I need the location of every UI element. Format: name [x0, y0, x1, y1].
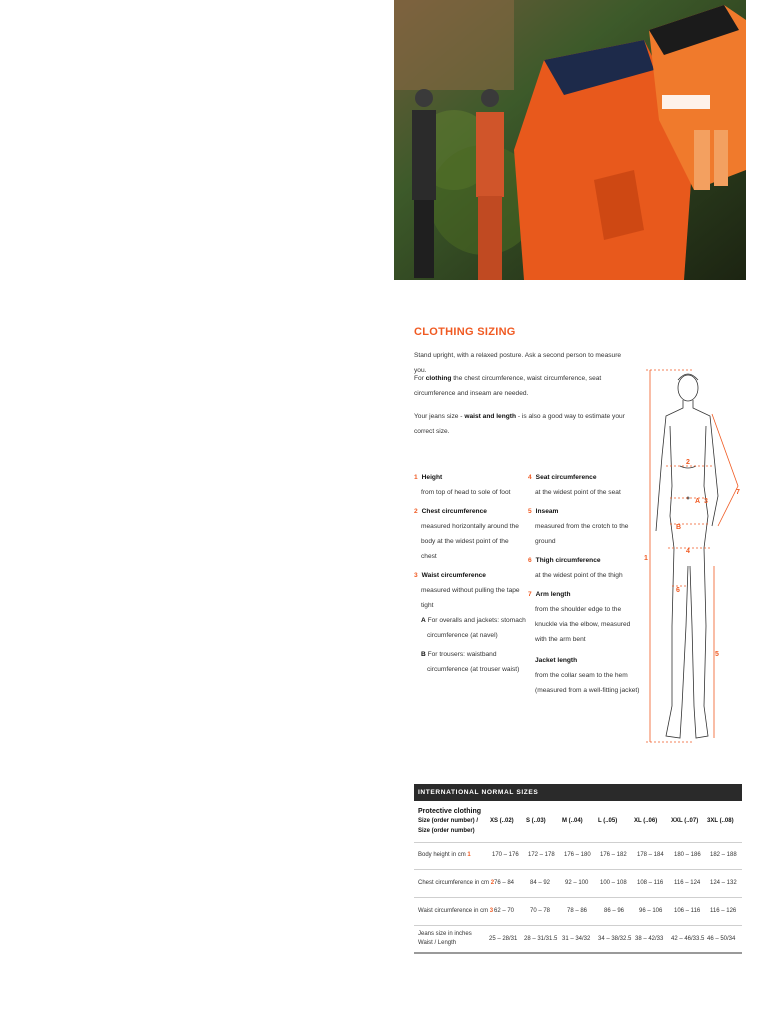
table-divider [414, 897, 742, 898]
row-body-height-xl: 178 – 184 [637, 852, 664, 858]
row-body-height-m: 176 – 180 [564, 852, 591, 858]
row-body-height-xxl: 180 – 186 [674, 852, 701, 858]
size-col-3xl: 3XL (..08) [707, 818, 734, 824]
header-photo [394, 0, 746, 280]
measure-inseam-desc-1: measured from the crotch to the [535, 523, 629, 530]
figure-label-7: 7 [736, 489, 740, 496]
size-col-m: M (..04) [562, 818, 583, 824]
row-waist-xs: 62 – 70 [494, 908, 515, 914]
size-table-subheader-2: Size (order number) [418, 828, 475, 834]
measure-waist-desc-2: tight [421, 602, 434, 609]
measure-waist-a-2: circumference (at navel) [427, 632, 498, 639]
measure-chest: 2 Chest circumference [414, 508, 487, 515]
intro-clothing-measurements: For clothing the chest circumference, waist circumference, seat circumference and inseam are needed. [414, 375, 602, 397]
row-waist-m: 78 – 86 [567, 908, 588, 914]
measure-waist-desc-1: measured without pulling the tape [421, 587, 520, 594]
row-waist-l: 86 – 96 [604, 908, 625, 914]
row-waist-xxl: 106 – 116 [674, 908, 701, 914]
row-waist-xl: 96 – 106 [639, 908, 663, 914]
size-col-xs: XS (..02) [490, 818, 514, 824]
row-jeans-m: 31 – 34/32 [562, 936, 591, 942]
figure-label-2: 2 [686, 459, 690, 466]
measure-chest-desc-1: measured horizontally around the [421, 523, 519, 530]
row-chest-3xl: 124 – 132 [710, 880, 737, 886]
figure-label-b: B [676, 524, 682, 531]
measure-seat: 4 Seat circumference [528, 474, 597, 481]
measure-arm: 7 Arm length [528, 591, 571, 598]
measure-height-desc: from top of head to sole of foot [421, 489, 511, 496]
row-jeans-xxl: 42 – 46/33.5 [671, 936, 705, 942]
figure-label-6: 6 [676, 587, 680, 594]
row-jeans-3xl: 46 – 50/34 [707, 936, 736, 942]
size-col-l: L (..05) [598, 818, 618, 824]
measure-seat-desc: at the widest point of the seat [535, 489, 621, 496]
body-measurement-figure [642, 366, 742, 746]
measure-chest-desc-3: chest [421, 553, 437, 560]
row-waist-label: Waist circumference in cm 3 [418, 908, 494, 914]
measure-arm-desc-3: with the arm bent [535, 636, 586, 643]
measure-arm-desc-1: from the shoulder edge to the [535, 606, 622, 613]
row-chest-xxl: 116 – 124 [674, 880, 701, 886]
body-outline-illustration [642, 366, 742, 746]
row-jeans-label-2: Waist / Length [418, 940, 457, 946]
intro-jeans-size: Your jeans size - waist and length - is also a good way to estimate your correct size. [414, 413, 625, 435]
figure-label-1: 1 [644, 555, 648, 562]
table-divider [414, 869, 742, 870]
table-divider [414, 842, 742, 843]
row-jeans-xs: 25 – 28/31 [489, 936, 518, 942]
row-body-height-l: 176 – 182 [600, 852, 627, 858]
measure-waist-a-1: A For overalls and jackets: stomach [421, 617, 526, 624]
size-col-s: S (..03) [526, 818, 546, 824]
forestry-workers-photo [394, 0, 746, 280]
row-waist-s: 70 – 78 [530, 908, 551, 914]
table-bottom-rule [414, 952, 742, 954]
row-body-height-label: Body height in cm 1 [418, 852, 471, 858]
figure-label-4: 4 [686, 548, 690, 555]
row-body-height-3xl: 182 – 188 [710, 852, 737, 858]
measure-waist-b-1: B For trousers: waistband [421, 651, 497, 658]
table-divider [414, 925, 742, 926]
figure-label-a: A [695, 498, 701, 505]
figure-label-5: 5 [715, 651, 719, 658]
measure-inseam: 5 Inseam [528, 508, 559, 515]
row-jeans-xl: 38 – 42/33 [635, 936, 664, 942]
row-jeans-label-1: Jeans size in inches [418, 931, 472, 937]
measure-thigh-desc: at the widest point of the thigh [535, 572, 623, 579]
row-chest-xl: 108 – 116 [637, 880, 664, 886]
clothing-sizing-title: CLOTHING SIZING [414, 326, 516, 338]
row-jeans-l: 34 – 38/32.5 [598, 936, 632, 942]
row-chest-m: 92 – 100 [565, 880, 589, 886]
row-chest-label: Chest circumference in cm 2 [418, 880, 495, 886]
measure-chest-desc-2: body at the widest point of the [421, 538, 509, 545]
measure-jacket-desc-2: (measured from a well-fitting jacket) [535, 687, 640, 694]
size-table-subheader-1: Size (order number) / [418, 818, 479, 824]
measure-jacket: Jacket length [535, 657, 578, 664]
measure-inseam-desc-2: ground [535, 538, 556, 545]
row-body-height-xs: 170 – 176 [492, 852, 519, 858]
row-body-height-s: 172 – 178 [528, 852, 555, 858]
row-waist-3xl: 116 – 126 [710, 908, 737, 914]
row-jeans-s: 28 – 31/31.5 [524, 936, 558, 942]
size-col-xl: XL (..06) [634, 818, 658, 824]
size-table-title: INTERNATIONAL NORMAL SIZES [414, 784, 742, 801]
measure-arm-desc-2: knuckle via the elbow, measured [535, 621, 631, 628]
size-table-group-title: Protective clothing [418, 808, 482, 815]
measure-waist-b-2: circumference (at trouser waist) [427, 666, 520, 673]
size-col-xxl: XXL (..07) [671, 818, 699, 824]
row-chest-xs: 76 – 84 [494, 880, 515, 886]
measure-thigh: 6 Thigh circumference [528, 557, 601, 564]
measure-height: 1 Height [414, 474, 443, 481]
row-chest-l: 100 – 108 [600, 880, 627, 886]
measure-jacket-desc-1: from the collar seam to the hem [535, 672, 628, 679]
figure-label-3: 3 [704, 498, 708, 505]
intro-stand-upright: Stand upright, with a relaxed posture. Ask a second person to measure you. [414, 352, 622, 374]
row-chest-s: 84 – 92 [530, 880, 551, 886]
measure-waist: 3 Waist circumference [414, 572, 486, 579]
